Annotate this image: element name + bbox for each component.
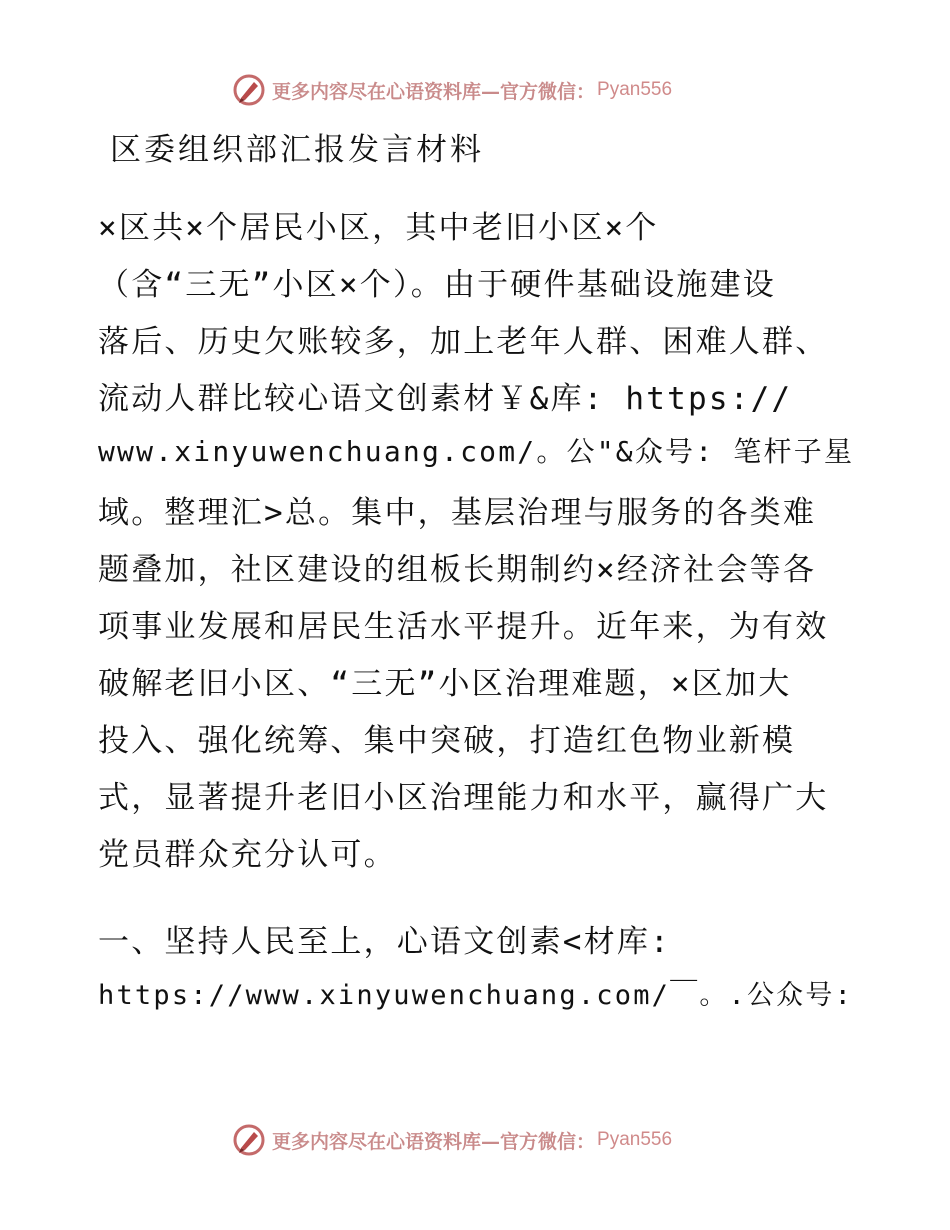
pen-logo-icon xyxy=(232,73,266,107)
section-heading-line: 一、坚持人民至上，心语文创素<材库: xyxy=(98,924,671,960)
footer-banner-handle: Pyan556 xyxy=(597,1129,673,1150)
paragraph-line: 落后、历史欠账较多，加上老年人群、困难人群、 xyxy=(98,324,829,360)
paragraph-line: www.xinyuwenchuang.com/。公"&众号: 笔杆子星 xyxy=(98,435,855,468)
footer-banner-text: 更多内容尽在心语资料库—官方微信： xyxy=(272,1130,596,1153)
paragraph-line: 项事业发展和居民生活水平提升。近年来，为有效 xyxy=(98,609,829,645)
paragraph-line: ×区共×个居民小区，其中老旧小区×个 xyxy=(98,210,659,246)
paragraph-line: 投入、强化统筹、集中突破，打造红色物业新模 xyxy=(98,723,796,759)
document-title: 区委组织部汇报发言材料 xyxy=(110,132,484,168)
paragraph-line: 破解老旧小区、“三无”小区治理难题，×区加大 xyxy=(98,666,792,702)
pen-logo-icon xyxy=(232,1123,266,1157)
paragraph-line: 式，显著提升老旧小区治理能力和水平，赢得广大 xyxy=(98,780,829,816)
header-banner-text: 更多内容尽在心语资料库—官方微信： xyxy=(272,80,596,103)
header-banner xyxy=(232,70,732,110)
section-heading-line: https://www.xinyuwenchuang.com/￣。.公众号: xyxy=(98,980,854,1011)
paragraph-line: （含“三无”小区×个）。由于硬件基础设施建设 xyxy=(98,267,776,303)
paragraph-line: 流动人群比较心语文创素材￥&库: https:// xyxy=(98,381,793,417)
paragraph-line: 域。整理汇>总。集中，基层治理与服务的各类难 xyxy=(98,495,817,531)
header-banner-handle: Pyan556 xyxy=(597,79,673,100)
paragraph-line: 题叠加，社区建设的组板长期制约×经济社会等各 xyxy=(98,552,817,588)
paragraph-line: 党员群众充分认可。 xyxy=(98,837,397,873)
footer-banner xyxy=(232,1120,732,1160)
